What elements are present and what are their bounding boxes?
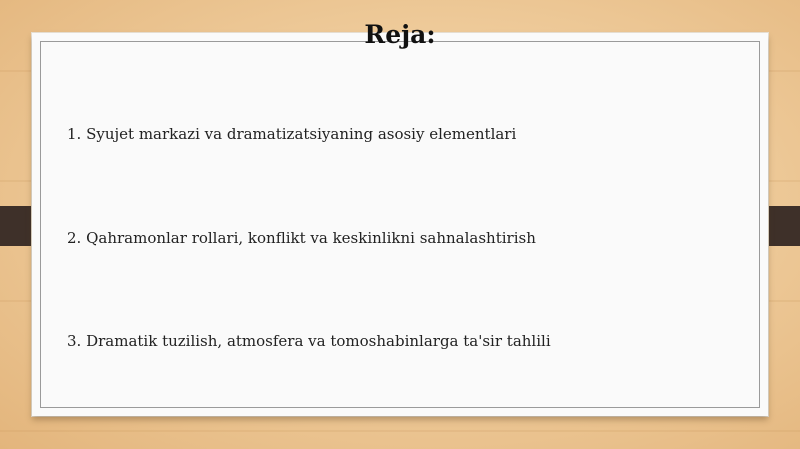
agenda-item-3: 3. Dramatik tuzilish, atmosfera va tomoshabinlarga ta'sir tahlili xyxy=(67,332,551,350)
slide-card xyxy=(32,33,768,416)
slide-card-border xyxy=(40,41,760,408)
agenda-item-1: 1. Syujet markazi va dramatizatsiyaning asosiy elementlari xyxy=(67,125,517,143)
slide-title: Reja: xyxy=(364,20,436,49)
agenda-item-2: 2. Qahramonlar rollari, konflikt va keskinlikni sahnalashtirish xyxy=(67,229,536,247)
